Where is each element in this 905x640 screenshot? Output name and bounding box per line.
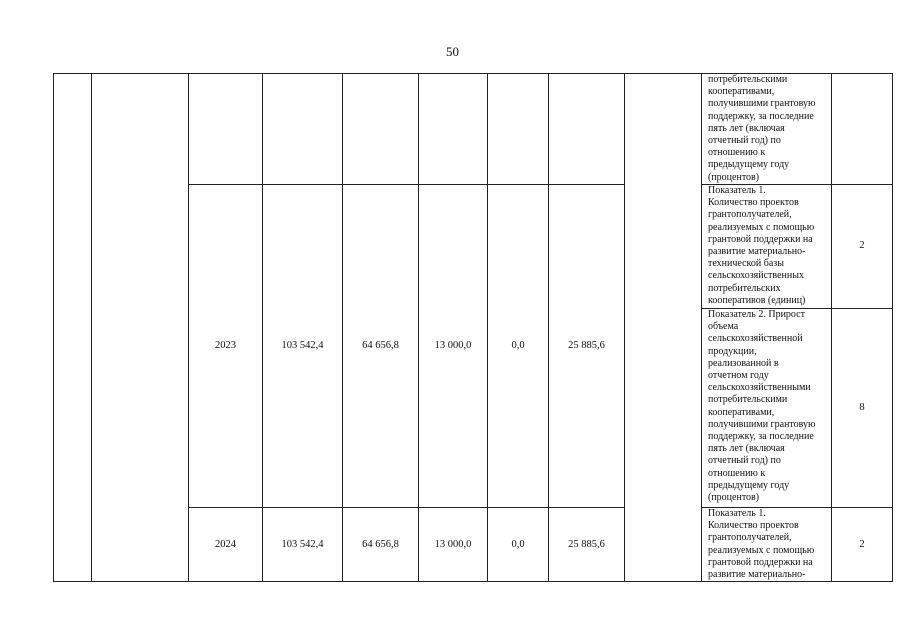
- empty-cell: [625, 74, 702, 582]
- federal-cell: 64 656,8: [343, 508, 419, 582]
- empty-cell: [419, 74, 488, 185]
- indicator-value: 2: [832, 508, 893, 582]
- empty-cell: [189, 74, 263, 185]
- local-cell: 0,0: [488, 508, 549, 582]
- empty-cell: [488, 74, 549, 185]
- year-cell: 2024: [189, 508, 263, 582]
- empty-cell: [832, 74, 893, 185]
- total-cell: 103 542,4: [263, 508, 343, 582]
- empty-cell: [92, 74, 189, 582]
- regional-cell: 13 000,0: [419, 185, 488, 508]
- empty-cell: [343, 74, 419, 185]
- budget-indicators-table: [53, 73, 893, 582]
- indicator-value: 2: [832, 185, 893, 309]
- indicator-text: Показатель 1. Количество проектов грантополучателей, реализуемых с помощью грантовой поддержки на развитие материально- технической базы сельскохозяйственных потребительских кооперативов (единиц): [702, 185, 832, 309]
- other-cell: 25 885,6: [549, 508, 625, 582]
- year-cell: 2023: [189, 185, 263, 508]
- table-row: [54, 74, 893, 185]
- other-cell: 25 885,6: [549, 185, 625, 508]
- empty-cell: [54, 74, 92, 582]
- federal-cell: 64 656,8: [343, 185, 419, 508]
- empty-cell: [263, 74, 343, 185]
- regional-cell: 13 000,0: [419, 508, 488, 582]
- indicator-text: Показатель 2. Прирост объема сельскохозяйственной продукции, реализованной в отчетном году сельскохозяйственными потребительскими кооперативами, получившими грантовую поддержку, за последние пять лет (включая отчетный год) по отношению к предыдущему году (процентов): [702, 309, 832, 508]
- indicator-text: Показатель 1. Количество проектов грантополучателей, реализуемых с помощью грантовой поддержки на развитие материально-: [702, 508, 832, 582]
- local-cell: 0,0: [488, 185, 549, 508]
- indicator-value: 8: [832, 309, 893, 508]
- page-number: 50: [446, 44, 459, 59]
- total-cell: 103 542,4: [263, 185, 343, 508]
- indicator-text: потребительскими кооперативами, получившими грантовую поддержку, за последние пять лет (включая отчетный год) по отношению к предыдущему году (процентов): [702, 74, 832, 185]
- empty-cell: [549, 74, 625, 185]
